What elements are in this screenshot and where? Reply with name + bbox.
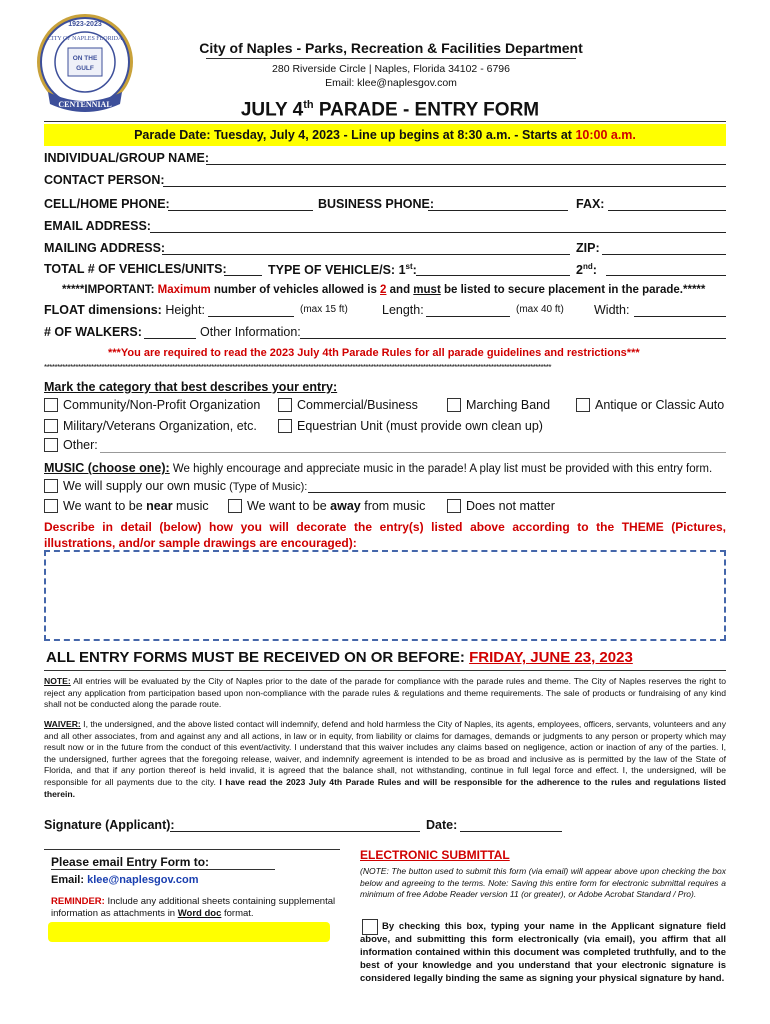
category-heading: Mark the category that best describes your entry: [44, 380, 338, 394]
walkers-input[interactable] [144, 338, 196, 339]
svg-text:1923-2023: 1923-2023 [68, 21, 102, 28]
important-notice: *****IMPORTANT: Maximum number of vehicles allowed is 2 and must be listed to secure placement in the parade.***** [62, 284, 706, 296]
form-title: JULY 4th PARADE - ENTRY FORM [240, 99, 540, 121]
date-input[interactable] [460, 831, 562, 832]
music-heading: MUSIC (choose one): We highly encourage and appreciate music in the parade! A play list must be provided with this entry form. [44, 461, 713, 475]
category-other-input[interactable] [100, 452, 726, 453]
svg-text:ON THE: ON THE [72, 55, 98, 62]
signature-input[interactable] [170, 831, 420, 832]
reminder-text: REMINDER: Include any additional sheets containing supplemental information as attachments in Word doc format. [51, 896, 336, 919]
deadline-notice: ALL ENTRY FORMS MUST BE RECEIVED ON OR BEFORE: FRIDAY, JUNE 23, 2023 [46, 649, 633, 666]
music-nomatter-checkbox[interactable] [447, 499, 461, 513]
electronic-heading: ELECTRONIC SUBMITTAL [360, 848, 510, 862]
category-equestrian-label: Equestrian Unit (must provide own clean up) [297, 419, 543, 433]
note-paragraph: NOTE: All entries will be evaluated by the City of Naples prior to the date of the parade for compliance with the parade rules and theme. The City of Naples reserves the right to reject any application from participation based upon non-compliance with the parade rules & regulations and theme requirements. The sale of products or fundraising of any kind shall not be conducted along the parade route. [44, 676, 726, 710]
electronic-agree-text: By checking this box, typing your name in the Applicant signature field above, and submitting this form electronically (via email), you affirm that all information contained within this document was completed truthfully, and to the best of your knowledge and you understand that your electronic signature is considered legally binding the same as signing your physical signature by hand. [360, 921, 726, 984]
category-community-checkbox[interactable] [44, 398, 58, 412]
email-box-heading: Please email Entry Form to: [51, 855, 210, 869]
category-commercial-label: Commercial/Business [297, 398, 418, 412]
music-near-label: We want to be near music [63, 499, 209, 513]
vehicle-type-2-label: 2nd: [576, 262, 597, 278]
category-auto-checkbox[interactable] [576, 398, 590, 412]
signature-label: Signature (Applicant): [44, 818, 175, 832]
parade-date-banner: Parade Date: Tuesday, July 4, 2023 - Line up begins at 8:30 a.m. - Starts at 10:00 a.m. [44, 124, 726, 146]
city-seal-logo [30, 10, 140, 120]
department-name: City of Naples - Parks, Recreation & Facilities Department [199, 40, 583, 56]
title-divider [44, 121, 726, 122]
email-box-contact: Email: klee@naplesgov.com [51, 874, 199, 886]
name-label: INDIVIDUAL/GROUP NAME: [44, 151, 210, 165]
category-community-label: Community/Non-Profit Organization [63, 398, 261, 412]
music-own-label: We will supply our own music (Type of Music): [63, 479, 308, 493]
cell-phone-input[interactable] [168, 210, 313, 211]
length-label: Length: [382, 303, 424, 317]
svg-text:CITY OF NAPLES FLORIDA: CITY OF NAPLES FLORIDA [47, 36, 123, 42]
zip-input[interactable] [602, 254, 726, 255]
music-nomatter-label: Does not matter [466, 499, 555, 513]
length-max-note: (max 40 ft) [516, 304, 564, 315]
mailing-address-label: MAILING ADDRESS: [44, 241, 166, 255]
header-divider [206, 58, 576, 59]
category-commercial-checkbox[interactable] [278, 398, 292, 412]
email-label: EMAIL ADDRESS: [44, 219, 151, 233]
vehicle-type-1-input[interactable] [416, 275, 570, 276]
waiver-paragraph: WAIVER: I, the undersigned, and the above listed contact will indemnify, defend and hold harmless the City of Naples, its agents, employees, officers, servants, volunteers and any and all other associates, from and against any and all actions, in law or in equity, from liability or claims for damages, demands or judgments to any person or property which may result now or in the future from the conduct of this event/activity. I understand that this waiver includes any claims based on negligence, action or inaction of any of the parties. I, the undersigned, further agrees that the foregoing release, waiver, and indemnify agreement is intended to be as broad and inclusive as is permitted by the law of the State of Florida, and that if any portion thereof is held invalid, it is agreed that the balance shall, not withstanding, continue in full legal force and effect. I, the undersigned, will be responsible for all payments due to the city. I have read the 2023 July 4th Parade Rules and will be responsible for the adherence to the rules and regulations listed therein. [44, 719, 726, 799]
walkers-label: # OF WALKERS: [44, 325, 142, 339]
category-other-checkbox[interactable] [44, 438, 58, 452]
business-phone-input[interactable] [428, 210, 568, 211]
other-info-input[interactable] [300, 338, 726, 339]
music-near-checkbox[interactable] [44, 499, 58, 513]
vehicle-type-2-input[interactable] [606, 275, 726, 276]
height-max-note: (max 15 ft) [300, 304, 348, 315]
category-band-checkbox[interactable] [447, 398, 461, 412]
name-input[interactable] [206, 164, 726, 165]
theme-description-box[interactable] [44, 550, 726, 641]
category-other-label: Other: [63, 438, 98, 452]
music-away-label: We want to be away from music [247, 499, 426, 513]
category-military-checkbox[interactable] [44, 419, 58, 433]
category-military-label: Military/Veterans Organization, etc. [63, 419, 257, 433]
float-dimensions-label: FLOAT dimensions: Height: [44, 303, 205, 317]
fax-label: FAX: [576, 197, 605, 211]
email-link[interactable]: klee@naplesgov.com [87, 874, 199, 886]
contact-input[interactable] [163, 186, 726, 187]
deadline-divider [44, 670, 726, 671]
svg-text:CENTENNIAL: CENTENNIAL [58, 100, 112, 109]
music-own-checkbox[interactable] [44, 479, 58, 493]
vehicle-type-label: TYPE OF VEHICLE/S: 1st: [268, 262, 417, 278]
date-label: Date: [426, 818, 458, 832]
category-equestrian-checkbox[interactable] [278, 419, 292, 433]
electronic-note: (NOTE: The button used to submit this form (via email) will appear above upon checking the box below and agreeing to the terms. Note: Saving this entire form for electronic submittal requires a minimum of free Adobe Reader version 11 (or greater), or Adobe Acrobat Standard / Pro). [360, 866, 726, 899]
vehicles-label: TOTAL # OF VEHICLES/UNITS: [44, 262, 227, 276]
contact-label: CONTACT PERSON: [44, 173, 165, 187]
mailing-address-input[interactable] [162, 254, 570, 255]
email-submit-field[interactable] [48, 922, 330, 942]
address-line: 280 Riverside Circle | Naples, Florida 34102 - 6796 [272, 63, 510, 75]
category-auto-label: Antique or Classic Auto [595, 398, 725, 412]
star-divider: ************************************************************************************************************************************************************************************************** [44, 363, 551, 372]
rules-notice: ***You are required to read the 2023 July 4th Parade Rules for all parade guidelines and restrictions*** [108, 347, 640, 359]
float-height-input[interactable] [208, 316, 294, 317]
describe-instructions: Describe in detail (below) how you will decorate the entry(s) listed above according to the THEME (Pictures, illustrations, and/or sample drawings are encouraged): [44, 520, 726, 550]
width-label: Width: [594, 303, 630, 317]
other-info-label: Other Information: [200, 325, 301, 339]
cell-phone-label: CELL/HOME PHONE: [44, 197, 170, 211]
email-line: Email: klee@naplesgov.com [325, 77, 457, 89]
email-input[interactable] [150, 232, 726, 233]
music-type-input[interactable] [308, 492, 726, 493]
business-phone-label: BUSINESS PHONE: [318, 197, 434, 211]
svg-text:GULF: GULF [76, 65, 94, 72]
fax-input[interactable] [608, 210, 726, 211]
category-band-label: Marching Band [466, 398, 551, 412]
music-away-checkbox[interactable] [228, 499, 242, 513]
department-address [186, 62, 596, 90]
float-width-input[interactable] [634, 316, 726, 317]
vehicles-input[interactable] [224, 275, 262, 276]
zip-label: ZIP: [576, 241, 600, 255]
float-length-input[interactable] [426, 316, 510, 317]
